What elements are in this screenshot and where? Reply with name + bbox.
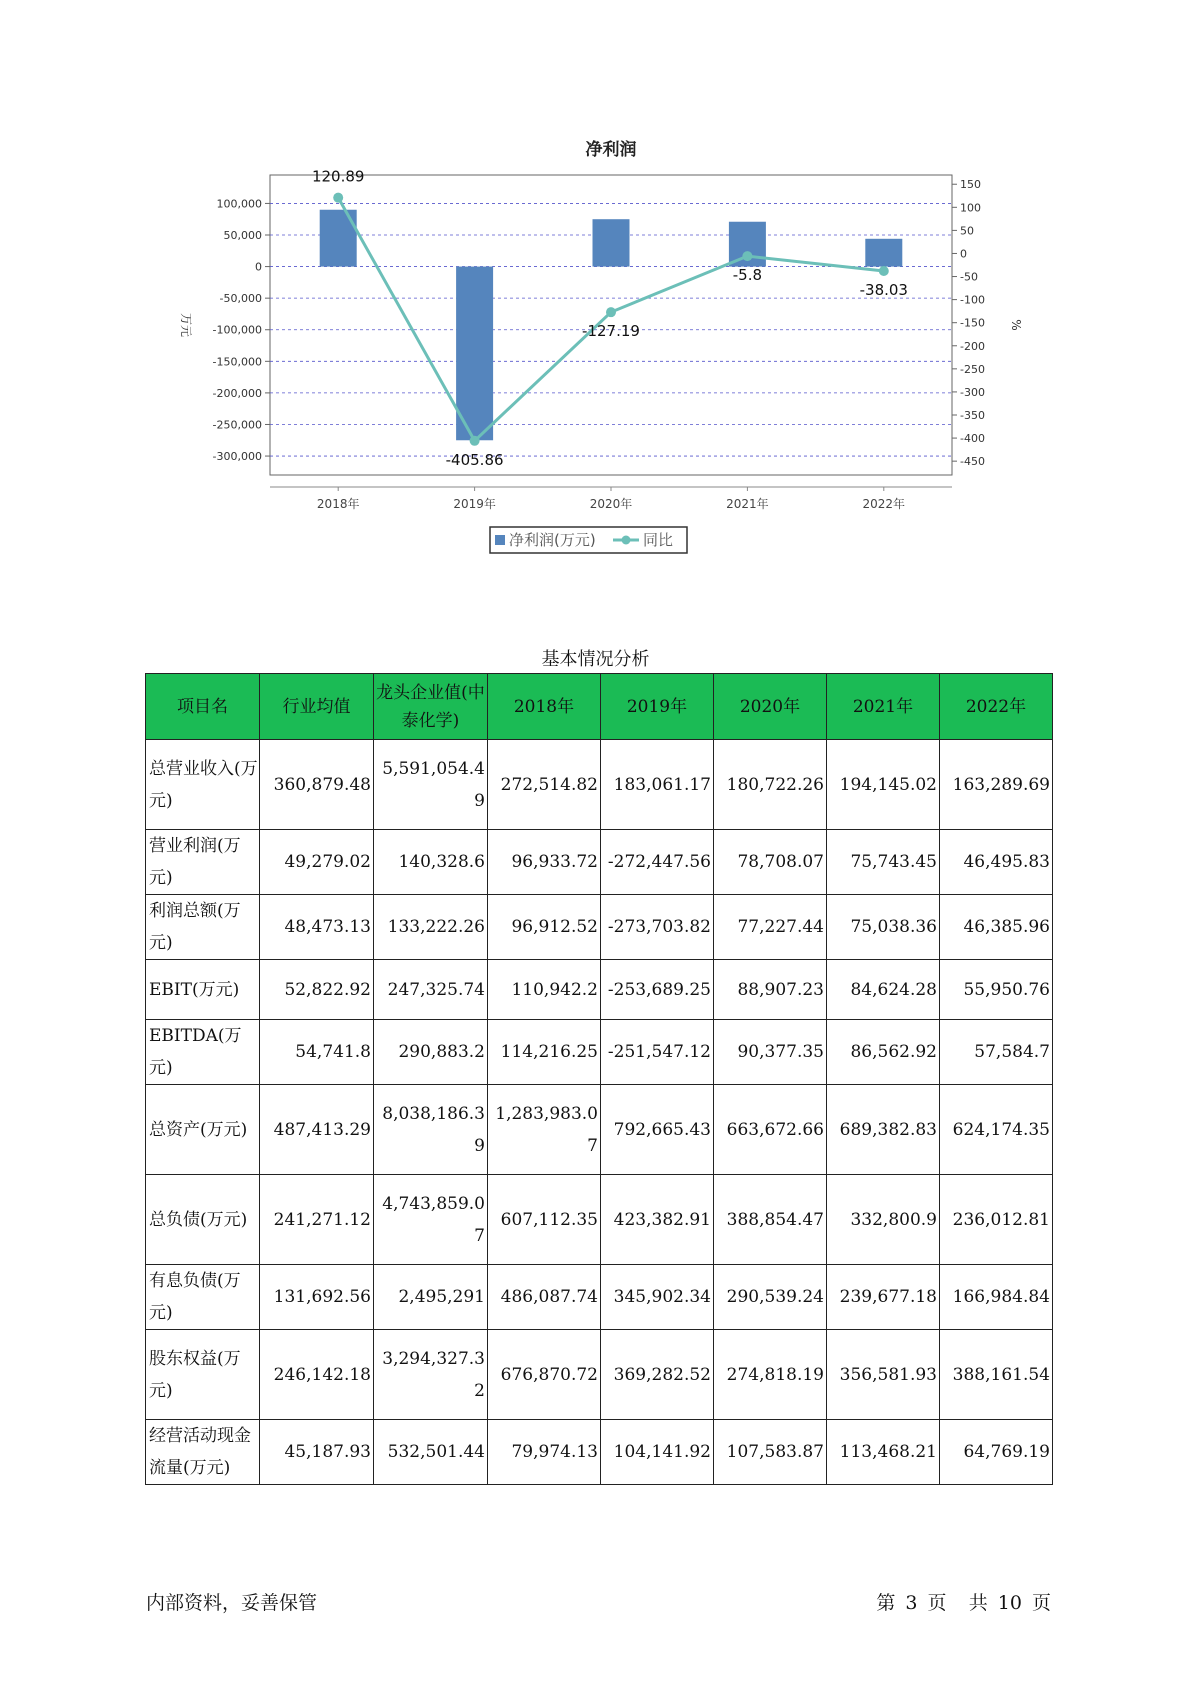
- basic-analysis-table: [145, 673, 1053, 1485]
- y-axis-title: 万元: [179, 312, 193, 338]
- chart-svg: [160, 130, 1040, 590]
- table-cell: -272,447.56: [601, 830, 714, 895]
- table-cell: 104,141.92: [601, 1420, 714, 1485]
- table-cell: 46,495.83: [940, 830, 1053, 895]
- table-cell: 676,870.72: [488, 1330, 601, 1420]
- header-2018: 2018年: [488, 674, 601, 740]
- x-tick-label: 2018年: [316, 497, 360, 511]
- header-2020: 2020年: [714, 674, 827, 740]
- table-cell: 236,012.81: [940, 1175, 1053, 1265]
- y-tick-label: -150,000: [212, 355, 262, 369]
- legend-bar-swatch: [495, 535, 505, 545]
- x-tick-label: 2019年: [453, 497, 496, 511]
- table-cell: 356,581.93: [827, 1330, 940, 1420]
- table-cell: 332,800.9: [827, 1175, 940, 1265]
- row-label: 经营活动现金流量(万元): [146, 1420, 260, 1485]
- table-cell: 45,187.93: [260, 1420, 374, 1485]
- table-cell: 194,145.02: [827, 740, 940, 830]
- table-cell: 1,283,983.07: [488, 1085, 601, 1175]
- row-label: 有息负债(万元): [146, 1265, 260, 1330]
- total-unit: 页: [1031, 1592, 1051, 1614]
- table-cell: 388,161.54: [940, 1330, 1053, 1420]
- y-tick-label: -50,000: [219, 292, 262, 306]
- table-cell: 88,907.23: [714, 960, 827, 1020]
- table-cell: 75,038.36: [827, 895, 940, 960]
- table-cell: 90,377.35: [714, 1020, 827, 1085]
- table-cell: 79,974.13: [488, 1420, 601, 1485]
- yoy-data-label: -405.86: [445, 450, 504, 469]
- page-unit: 页: [927, 1592, 947, 1614]
- table-cell: 290,883.2: [374, 1020, 488, 1085]
- y-tick-label: 100,000: [216, 197, 262, 211]
- table-cell: 5,591,054.49: [374, 740, 488, 830]
- yoy-data-label: -127.19: [582, 322, 640, 341]
- table-cell: 48,473.13: [260, 895, 374, 960]
- yoy-point: [470, 436, 480, 446]
- table-cell: 49,279.02: [260, 830, 374, 895]
- table-cell: 107,583.87: [714, 1420, 827, 1485]
- table-cell: 55,950.76: [940, 960, 1053, 1020]
- header-2019: 2019年: [601, 674, 714, 740]
- header-industry-average: 行业均值: [260, 674, 374, 740]
- legend-line-label: 同比: [643, 531, 674, 549]
- yoy-point: [606, 307, 616, 317]
- total-prefix: 共: [968, 1592, 988, 1614]
- table-cell: 423,382.91: [601, 1175, 714, 1265]
- row-label: 股东权益(万元): [146, 1330, 260, 1420]
- table-cell: 166,984.84: [940, 1265, 1053, 1330]
- legend-bar-label: 净利润(万元): [509, 531, 596, 549]
- y-right-tick-label: -200: [960, 339, 985, 353]
- table-cell: 663,672.66: [714, 1085, 827, 1175]
- table-cell: 532,501.44: [374, 1420, 488, 1485]
- table-cell: 487,413.29: [260, 1085, 374, 1175]
- table-cell: 84,624.28: [827, 960, 940, 1020]
- y-tick-label: -300,000: [212, 450, 262, 464]
- yoy-data-label: 120.89: [311, 167, 365, 186]
- y-right-tick-label: -250: [960, 362, 985, 376]
- table-header-row: [146, 674, 1053, 740]
- row-label: 总资产(万元): [146, 1085, 260, 1175]
- table-title: 基本情况分析: [541, 649, 650, 670]
- table-cell: 607,112.35: [488, 1175, 601, 1265]
- table-cell: 3,294,327.32: [374, 1330, 488, 1420]
- header-2021: 2021年: [827, 674, 940, 740]
- y-right-tick-label: -50: [960, 270, 978, 284]
- row-label: 营业利润(万元): [146, 830, 260, 895]
- table-row: [146, 1265, 1053, 1330]
- bar: [593, 219, 630, 266]
- row-label: 总负债(万元): [146, 1175, 260, 1265]
- table-cell: 96,912.52: [488, 895, 601, 960]
- y-right-tick-label: -300: [960, 385, 985, 399]
- table-cell: 388,854.47: [714, 1175, 827, 1265]
- table-cell: 247,325.74: [374, 960, 488, 1020]
- page-number: 3: [905, 1592, 918, 1614]
- table-cell: 133,222.26: [374, 895, 488, 960]
- y-right-tick-label: -400: [960, 432, 985, 446]
- y-right-tick-label: 150: [960, 178, 981, 192]
- legend-line-marker: [622, 536, 631, 545]
- table-cell: -273,703.82: [601, 895, 714, 960]
- table-cell: 64,769.19: [940, 1420, 1053, 1485]
- header-2022: 2022年: [940, 674, 1053, 740]
- table-row: [146, 1330, 1053, 1420]
- table-row: [146, 1420, 1053, 1485]
- x-tick-label: 2022年: [862, 497, 906, 511]
- row-label: 利润总额(万元): [146, 895, 260, 960]
- table-cell: 54,741.8: [260, 1020, 374, 1085]
- yoy-point: [879, 266, 889, 276]
- table-cell: 75,743.45: [827, 830, 940, 895]
- table-cell: 113,468.21: [827, 1420, 940, 1485]
- y-tick-label: -100,000: [212, 323, 262, 337]
- table-cell: 272,514.82: [488, 740, 601, 830]
- table-cell: 180,722.26: [714, 740, 827, 830]
- row-label: 总营业收入(万元): [146, 740, 260, 830]
- y-right-tick-label: 50: [960, 224, 974, 238]
- table-cell: 131,692.56: [260, 1265, 374, 1330]
- table-cell: 96,933.72: [488, 830, 601, 895]
- table-cell: 52,822.92: [260, 960, 374, 1020]
- y-right-tick-label: 0: [960, 247, 967, 261]
- table-cell: 140,328.6: [374, 830, 488, 895]
- table-cell: 246,142.18: [260, 1330, 374, 1420]
- table-cell: 114,216.25: [488, 1020, 601, 1085]
- table-cell: 345,902.34: [601, 1265, 714, 1330]
- yoy-data-label: -5.8: [732, 266, 763, 285]
- table-row: [146, 895, 1053, 960]
- table-cell: 369,282.52: [601, 1330, 714, 1420]
- net-profit-chart: [160, 130, 1040, 590]
- table-cell: 290,539.24: [714, 1265, 827, 1330]
- row-label: EBIT(万元): [146, 960, 260, 1020]
- table-row: [146, 1020, 1053, 1085]
- table-cell: 4,743,859.07: [374, 1175, 488, 1265]
- bar: [456, 267, 493, 441]
- table-cell: 360,879.48: [260, 740, 374, 830]
- y-right-tick-label: -150: [960, 316, 985, 330]
- y-tick-label: -250,000: [212, 418, 262, 432]
- yoy-point: [333, 193, 343, 203]
- footer-confidential-note: 内部资料，妥善保管: [146, 1592, 318, 1614]
- chart-title: 净利润: [585, 140, 637, 160]
- table-cell: 46,385.96: [940, 895, 1053, 960]
- table-cell: 241,271.12: [260, 1175, 374, 1265]
- table-cell: 86,562.92: [827, 1020, 940, 1085]
- y-tick-label: -200,000: [212, 386, 262, 400]
- table-cell: 57,584.7: [940, 1020, 1053, 1085]
- header-item-name: 项目名: [146, 674, 260, 740]
- table-cell: 8,038,186.39: [374, 1085, 488, 1175]
- table-cell: 689,382.83: [827, 1085, 940, 1175]
- table-cell: 77,227.44: [714, 895, 827, 960]
- table-cell: 163,289.69: [940, 740, 1053, 830]
- y-tick-label: 0: [255, 260, 262, 274]
- yoy-data-label: -38.03: [859, 281, 908, 300]
- table-row: [146, 740, 1053, 830]
- table-cell: 2,495,291: [374, 1265, 488, 1330]
- table-cell: 486,087.74: [488, 1265, 601, 1330]
- y-right-tick-label: -350: [960, 409, 985, 422]
- table-cell: -253,689.25: [601, 960, 714, 1020]
- table-cell: 274,818.19: [714, 1330, 827, 1420]
- row-label: EBITDA(万元): [146, 1020, 260, 1085]
- bar: [865, 239, 902, 267]
- total-pages: 10: [997, 1592, 1022, 1614]
- y-tick-label: 50,000: [223, 229, 262, 242]
- x-tick-label: 2021年: [726, 497, 769, 511]
- yoy-point: [742, 251, 752, 261]
- table-cell: 183,061.17: [601, 740, 714, 830]
- table-row: [146, 960, 1053, 1020]
- table-cell: 78,708.07: [714, 830, 827, 895]
- y-right-tick-label: 100: [960, 201, 981, 215]
- footer-page-info: [874, 1588, 1053, 1615]
- y-right-tick-label: -450: [960, 455, 985, 469]
- table-cell: -251,547.12: [601, 1020, 714, 1085]
- y-right-axis-title: %: [1009, 319, 1023, 331]
- header-leader-value: 龙头企业值(中泰化学): [374, 674, 488, 740]
- table-row: [146, 1175, 1053, 1265]
- x-tick-label: 2020年: [589, 497, 633, 511]
- table-cell: 110,942.2: [488, 960, 601, 1020]
- page-prefix: 第: [876, 1592, 896, 1614]
- table-row: [146, 1085, 1053, 1175]
- y-right-tick-label: -100: [960, 293, 985, 307]
- table-cell: 792,665.43: [601, 1085, 714, 1175]
- table-row: [146, 830, 1053, 895]
- table-cell: 624,174.35: [940, 1085, 1053, 1175]
- table-cell: 239,677.18: [827, 1265, 940, 1330]
